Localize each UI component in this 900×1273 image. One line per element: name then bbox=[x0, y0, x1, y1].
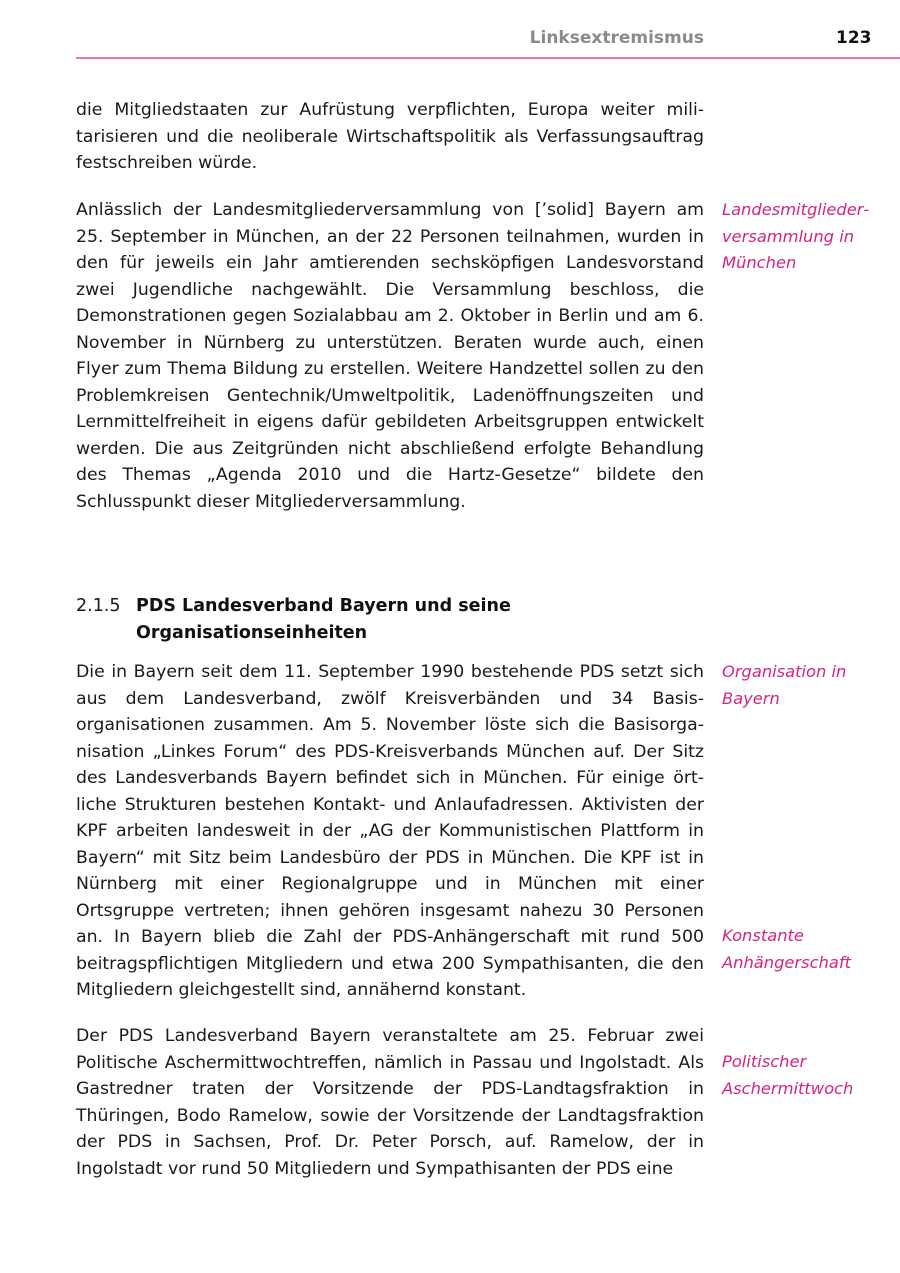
paragraph-4: Der PDS Landesverband Bayern veranstaltete am 25. Februar zwei Politische Aschermittwochtreffen, nämlich in Passau und Ingolstadt. Als Gastredner traten der Vorsitzende der PDS-Landtagsfraktion in Thüringen, Bodo Ramelow, sowie der Vorsitzende der Landtagsfraktion der PDS in Sachsen, Prof. Dr. Peter Porsch, auf. Ramelow, der in Ingolstadt vor rund 50 Mitgliedern und Sympathisanten der PDS eine bbox=[76, 1026, 704, 1179]
header-divider bbox=[76, 57, 900, 59]
section-number: 2.1.5 bbox=[76, 596, 121, 616]
paragraph-3: Die in Bayern seit dem 11. September 1990 bestehende PDS setzt sich aus dem Landesverband, zwölf Kreisverbänden und 34 Basisorganisationen zusammen. Am 5. November löste sich die Basisorganisation „Linkes Forum“ des PDS-Kreisverbands München auf. Der Sitz des Landesverbands Bayern befindet sich in München. Für einige örtliche Strukturen bestehen Kontakt- und Anlaufadressen. Aktivisten der KPF arbeiten landesweit in der „AG der Kommunistischen Plattform in Bayern“ mit Sitz beim Landesbüro der PDS in München. Die KPF ist in Nürnberg mit einer Regionalgruppe und in München mit einer Ortsgruppe vertreten; ihnen gehören insgesamt nahezu 30 Personen an. In Bayern blieb die Zahl der PDS-Anhängerschaft mit rund 500 beitragspflichtigen Mitgliedern und etwa 200 Sympathisanten, die den Mitgliedern gleichgestellt sind, annähernd konstant. bbox=[76, 662, 704, 1000]
margin-note-organisation: Organisation in Bayern bbox=[722, 662, 847, 708]
section-heading: PDS Landesverband Bayern und seine Organisationseinheiten bbox=[136, 596, 511, 643]
paragraph-2: Anlässlich der Landesmitgliederversammlung von [’solid] Bayern am 25. September in München, an der 22 Personen teilnahmen, wurden in den für jeweils ein Jahr amtierenden sechsköpfigen Landesvorstand zwei Jugendliche nachgewählt. Die Versammlung beschloss, die Demonstrationen gegen Sozialabbau am 2. Oktober in Berlin und am 6. November in Nürnberg zu unterstützen. Beraten wurde auch, einen Flyer zum Thema Bildung zu erstellen. Weitere Handzettel sollen zu den Problemkreisen Gentechnik/Umweltpolitik, Ladenöffnungszeiten und Lernmittelfreiheit in eigens dafür gebildeten Arbeitsgruppen entwickelt werden. Die aus Zeitgründen nicht abschließend erfolgte Behandlung des Themas „Agenda 2010 und die Hartz-Gesetze“ bildete den Schlusspunkt dieser Mitgliederversammlung. bbox=[76, 200, 704, 512]
margin-note-landesmitgliederversammlung: Landesmitgliederversammlung in München bbox=[722, 200, 870, 272]
running-header-title: Linksextremismus bbox=[529, 28, 704, 48]
margin-note-anhaengerschaft: Konstante Anhängerschaft bbox=[722, 926, 851, 972]
page-number: 123 bbox=[836, 28, 872, 48]
margin-note-aschermittwoch: Politischer Aschermittwoch bbox=[722, 1052, 854, 1098]
paragraph-1: die Mitgliedstaaten zur Aufrüstung verpflichten, Europa weiter militarisieren und die neoliberale Wirtschaftspolitik als Verfassungsauftrag festschreiben würde. bbox=[76, 100, 704, 173]
